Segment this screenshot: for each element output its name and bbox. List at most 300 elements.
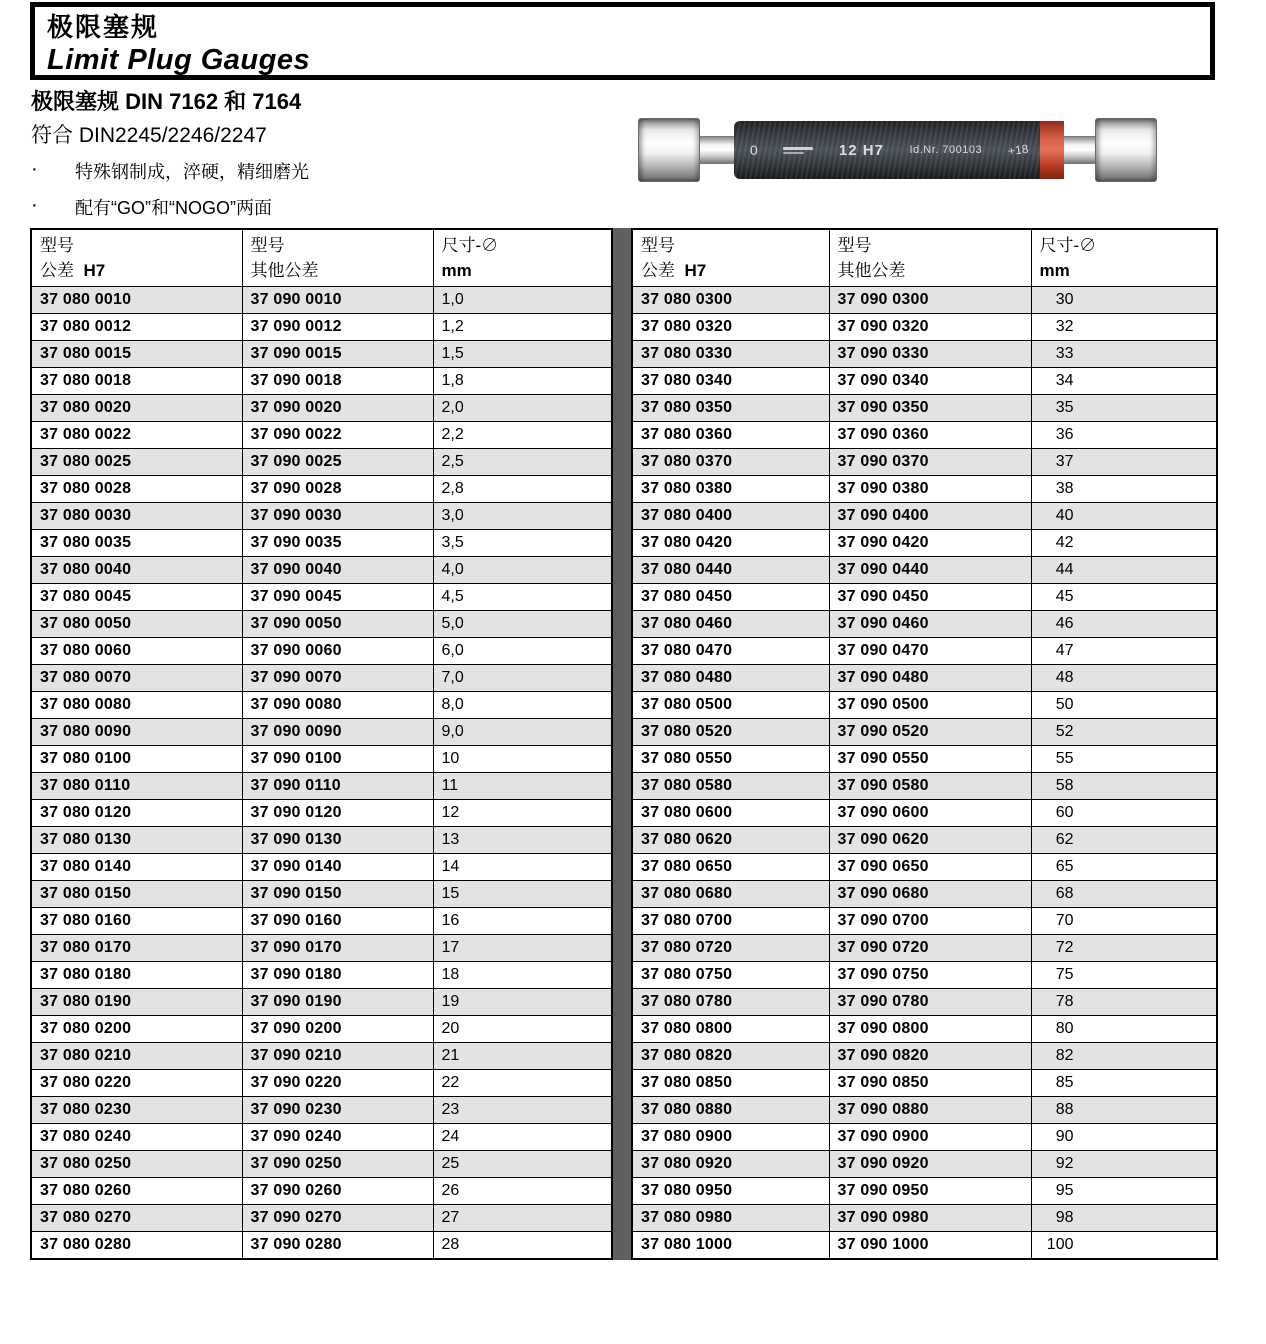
page-title-cn: 极限塞规 [47,12,160,42]
table-row [31,881,612,908]
table-row [632,638,1217,665]
table-row [632,395,1217,422]
table-header-row [632,229,1217,287]
cell-code-other: 37 090 0480 [829,665,1031,692]
cell-size: 92 [1031,1151,1217,1178]
cell-size: 26 [433,1178,612,1205]
cell-size: 22 [433,1070,612,1097]
cell-code-other: 37 090 0300 [829,287,1031,314]
cell-size: 72 [1031,935,1217,962]
cell-code-h7: 37 080 0210 [31,1043,242,1070]
table-row [632,449,1217,476]
cell-code-other: 37 090 0200 [242,1016,433,1043]
table-row [632,962,1217,989]
cell-code-h7: 37 080 0370 [632,449,829,476]
header-model-h7: 型号 公差 H7 [31,229,242,287]
cell-size: 47 [1031,638,1217,665]
cell-code-other: 37 090 0025 [242,449,433,476]
cell-code-h7: 37 080 0035 [31,530,242,557]
cell-code-h7: 37 080 0360 [632,422,829,449]
cell-size: 100 [1031,1232,1217,1259]
cell-code-other: 37 090 0090 [242,719,433,746]
cell-code-other: 37 090 0050 [242,611,433,638]
table-row [31,1016,612,1043]
table-right [631,228,1218,1260]
gauge-go-end [638,118,700,182]
cell-code-h7: 37 080 0950 [632,1178,829,1205]
cell-code-h7: 37 080 0230 [31,1097,242,1124]
cell-code-other: 37 090 0920 [829,1151,1031,1178]
table-row [31,287,612,314]
table-row [31,962,612,989]
cell-size: 80 [1031,1016,1217,1043]
cell-code-h7: 37 080 0880 [632,1097,829,1124]
cell-code-other: 37 090 0420 [829,530,1031,557]
cell-code-h7: 37 080 0580 [632,773,829,800]
cell-code-other: 37 090 0070 [242,665,433,692]
cell-size: 25 [433,1151,612,1178]
table-row [31,476,612,503]
cell-size: 58 [1031,773,1217,800]
cell-code-other: 37 090 0120 [242,800,433,827]
table-row [31,395,612,422]
cell-size: 2,5 [433,449,612,476]
cell-code-h7: 37 080 0300 [632,287,829,314]
cell-size: 14 [433,854,612,881]
cell-code-h7: 37 080 0012 [31,314,242,341]
cell-code-other: 37 090 0330 [829,341,1031,368]
cell-code-h7: 37 080 0100 [31,746,242,773]
table-row [632,935,1217,962]
table-row [632,800,1217,827]
table-row [632,1178,1217,1205]
table-row [31,854,612,881]
cell-code-other: 37 090 0015 [242,341,433,368]
cell-size: 8,0 [433,692,612,719]
cell-code-h7: 37 080 0350 [632,395,829,422]
cell-code-h7: 37 080 0700 [632,908,829,935]
table-row [31,368,612,395]
cell-size: 46 [1031,611,1217,638]
cell-code-h7: 37 080 0040 [31,557,242,584]
table-row [632,1232,1217,1259]
gauge-mark-size: 12 H7 [838,141,884,159]
cell-code-other: 37 090 0780 [829,989,1031,1016]
gauge-nogo-red-ring [1039,121,1064,179]
cell-code-h7: 37 080 0240 [31,1124,242,1151]
table-row [31,1124,612,1151]
cell-code-h7: 37 080 0420 [632,530,829,557]
cell-size: 85 [1031,1070,1217,1097]
table-row [632,287,1217,314]
cell-code-h7: 37 080 0340 [632,368,829,395]
bullet-text: 特殊钢制成，淬硬，精细磨光 [75,162,309,182]
cell-size: 32 [1031,314,1217,341]
cell-code-h7: 37 080 0750 [632,962,829,989]
cell-code-other: 37 090 0260 [242,1178,433,1205]
cell-code-other: 37 090 0020 [242,395,433,422]
cell-code-other: 37 090 0130 [242,827,433,854]
cell-code-other: 37 090 0010 [242,287,433,314]
cell-size: 20 [433,1016,612,1043]
table-row [31,557,612,584]
cell-code-other: 37 090 0220 [242,1070,433,1097]
gauge-size-tables [30,228,1218,1260]
cell-code-h7: 37 080 0460 [632,611,829,638]
cell-code-h7: 37 080 0045 [31,584,242,611]
gauge-mark-deviation: +18 [1006,141,1029,159]
table-header-row [31,229,612,287]
table-row [31,1070,612,1097]
cell-size: 24 [433,1124,612,1151]
cell-code-h7: 37 080 0018 [31,368,242,395]
table-row [632,881,1217,908]
cell-code-h7: 37 080 0160 [31,908,242,935]
cell-size: 33 [1031,341,1217,368]
table-row [632,1070,1217,1097]
cell-code-h7: 37 080 0030 [31,503,242,530]
table-row [632,1016,1217,1043]
cell-size: 1,0 [433,287,612,314]
cell-code-other: 37 090 0350 [829,395,1031,422]
bullet-text: 配有“GO”和“NOGO”两面 [75,198,272,218]
cell-size: 30 [1031,287,1217,314]
cell-size: 23 [433,1097,612,1124]
table-row [632,1151,1217,1178]
cell-size: 95 [1031,1178,1217,1205]
cell-size: 90 [1031,1124,1217,1151]
cell-code-other: 37 090 0850 [829,1070,1031,1097]
cell-code-h7: 37 080 0150 [31,881,242,908]
cell-size: 82 [1031,1043,1217,1070]
cell-code-h7: 37 080 0680 [632,881,829,908]
table-row [31,341,612,368]
cell-code-h7: 37 080 0170 [31,935,242,962]
cell-code-h7: 37 080 0520 [632,719,829,746]
cell-code-other: 37 090 0160 [242,908,433,935]
table-row [31,908,612,935]
cell-code-other: 37 090 0140 [242,854,433,881]
cell-code-other: 37 090 0045 [242,584,433,611]
gauge-left-neck [700,136,734,164]
cell-code-other: 37 090 0080 [242,692,433,719]
cell-code-other: 37 090 0620 [829,827,1031,854]
cell-code-h7: 37 080 0260 [31,1178,242,1205]
bullet-item-1 [31,158,309,184]
table-right-body [632,287,1217,1259]
cell-code-other: 37 090 0600 [829,800,1031,827]
cell-code-other: 37 090 0400 [829,503,1031,530]
cell-code-h7: 37 080 0010 [31,287,242,314]
cell-code-other: 37 090 0210 [242,1043,433,1070]
cell-code-other: 37 090 0230 [242,1097,433,1124]
cell-size: 5,0 [433,611,612,638]
cell-code-h7: 37 080 0780 [632,989,829,1016]
cell-code-other: 37 090 0170 [242,935,433,962]
cell-code-h7: 37 080 0550 [632,746,829,773]
cell-code-other: 37 090 0700 [829,908,1031,935]
cell-size: 4,5 [433,584,612,611]
table-row [632,719,1217,746]
cell-code-other: 37 090 0800 [829,1016,1031,1043]
cell-code-other: 37 090 0150 [242,881,433,908]
cell-size: 70 [1031,908,1217,935]
bullet-item-2 [31,194,272,220]
cell-size: 65 [1031,854,1217,881]
cell-code-h7: 37 080 0280 [31,1232,242,1259]
subtitle-din: 极限塞规 DIN 7162 和 7164 [31,89,302,114]
cell-code-other: 37 090 0240 [242,1124,433,1151]
cell-code-h7: 37 080 1000 [632,1232,829,1259]
cell-code-h7: 37 080 0480 [632,665,829,692]
cell-code-other: 37 090 0030 [242,503,433,530]
table-row [31,611,612,638]
cell-code-h7: 37 080 0320 [632,314,829,341]
table-row [31,665,612,692]
table-row [632,773,1217,800]
cell-size: 55 [1031,746,1217,773]
table-row [31,449,612,476]
cell-code-h7: 37 080 0080 [31,692,242,719]
table-separator-bar [613,228,631,1260]
cell-size: 78 [1031,989,1217,1016]
cell-code-other: 37 090 0060 [242,638,433,665]
cell-code-other: 37 090 0250 [242,1151,433,1178]
cell-size: 28 [433,1232,612,1259]
table-row [632,746,1217,773]
cell-code-h7: 37 080 0330 [632,341,829,368]
cell-code-other: 37 090 0820 [829,1043,1031,1070]
cell-size: 17 [433,935,612,962]
page-title-en: Limit Plug Gauges [47,44,311,76]
table-row [632,341,1217,368]
table-left [30,228,613,1260]
table-row [632,530,1217,557]
cell-size: 13 [433,827,612,854]
table-row [31,1097,612,1124]
cell-code-other: 37 090 0980 [829,1205,1031,1232]
table-row [31,800,612,827]
cell-code-h7: 37 080 0270 [31,1205,242,1232]
cell-code-other: 37 090 0340 [829,368,1031,395]
table-row [632,665,1217,692]
gauge-nogo-end [1095,118,1157,182]
cell-size: 3,0 [433,503,612,530]
cell-code-other: 37 090 0012 [242,314,433,341]
cell-code-h7: 37 080 0450 [632,584,829,611]
cell-code-h7: 37 080 0060 [31,638,242,665]
cell-size: 2,8 [433,476,612,503]
brand-mark-icon [783,143,813,158]
cell-size: 68 [1031,881,1217,908]
cell-code-other: 37 090 0880 [829,1097,1031,1124]
table-row [31,1205,612,1232]
table-row [632,692,1217,719]
cell-code-h7: 37 080 0400 [632,503,829,530]
cell-code-h7: 37 080 0650 [632,854,829,881]
cell-size: 18 [433,962,612,989]
cell-code-h7: 37 080 0920 [632,1151,829,1178]
cell-code-other: 37 090 0470 [829,638,1031,665]
cell-code-h7: 37 080 0720 [632,935,829,962]
table-row [632,827,1217,854]
cell-size: 48 [1031,665,1217,692]
gauge-handle [734,121,1040,179]
cell-size: 50 [1031,692,1217,719]
gauge-mark-zero: 0 [750,142,758,158]
cell-code-h7: 37 080 0110 [31,773,242,800]
table-row [31,1232,612,1259]
table-row [31,530,612,557]
cell-size: 6,0 [433,638,612,665]
header-model-h7: 型号 公差 H7 [632,229,829,287]
cell-code-h7: 37 080 0120 [31,800,242,827]
cell-code-h7: 37 080 0470 [632,638,829,665]
cell-size: 16 [433,908,612,935]
table-row [632,1097,1217,1124]
cell-size: 10 [433,746,612,773]
table-row [632,1124,1217,1151]
cell-code-h7: 37 080 0180 [31,962,242,989]
table-row [31,773,612,800]
cell-code-h7: 37 080 0130 [31,827,242,854]
cell-code-h7: 37 080 0020 [31,395,242,422]
table-row [632,611,1217,638]
table-row [632,584,1217,611]
cell-size: 1,8 [433,368,612,395]
table-row [31,719,612,746]
cell-code-h7: 37 080 0800 [632,1016,829,1043]
table-row [31,935,612,962]
cell-size: 40 [1031,503,1217,530]
cell-size: 42 [1031,530,1217,557]
cell-size: 15 [433,881,612,908]
cell-size: 21 [433,1043,612,1070]
cell-code-other: 37 090 0450 [829,584,1031,611]
table-row [632,422,1217,449]
table-row [632,368,1217,395]
table-row [632,314,1217,341]
cell-code-other: 37 090 0180 [242,962,433,989]
cell-size: 7,0 [433,665,612,692]
cell-size: 12 [433,800,612,827]
cell-code-other: 37 090 1000 [829,1232,1031,1259]
cell-code-h7: 37 080 0900 [632,1124,829,1151]
cell-size: 52 [1031,719,1217,746]
cell-size: 35 [1031,395,1217,422]
gauge-right-neck [1064,136,1095,164]
cell-size: 9,0 [433,719,612,746]
cell-code-other: 37 090 0110 [242,773,433,800]
header-model-other: 型号 其他公差 [242,229,433,287]
cell-size: 37 [1031,449,1217,476]
cell-code-h7: 37 080 0850 [632,1070,829,1097]
cell-code-other: 37 090 0900 [829,1124,1031,1151]
cell-code-h7: 37 080 0500 [632,692,829,719]
cell-size: 45 [1031,584,1217,611]
cell-code-other: 37 090 0440 [829,557,1031,584]
standards-line: 符合 DIN2245/2246/2247 [31,124,267,147]
table-row [632,989,1217,1016]
cell-code-h7: 37 080 0090 [31,719,242,746]
cell-code-other: 37 090 0550 [829,746,1031,773]
cell-size: 1,2 [433,314,612,341]
cell-code-other: 37 090 0520 [829,719,1031,746]
table-row [632,908,1217,935]
cell-code-h7: 37 080 0028 [31,476,242,503]
cell-code-other: 37 090 0040 [242,557,433,584]
title-box [30,2,1215,80]
table-row [31,692,612,719]
table-row [31,827,612,854]
cell-code-h7: 37 080 0440 [632,557,829,584]
cell-code-other: 37 090 0270 [242,1205,433,1232]
cell-code-h7: 37 080 0380 [632,476,829,503]
cell-code-h7: 37 080 0190 [31,989,242,1016]
header-size: 尺寸-∅ mm [1031,229,1217,287]
table-row [31,746,612,773]
cell-code-h7: 37 080 0025 [31,449,242,476]
cell-size: 11 [433,773,612,800]
cell-size: 2,0 [433,395,612,422]
table-row [632,854,1217,881]
cell-size: 27 [433,1205,612,1232]
table-row [31,1043,612,1070]
cell-code-other: 37 090 0018 [242,368,433,395]
cell-size: 75 [1031,962,1217,989]
cell-code-other: 37 090 0360 [829,422,1031,449]
table-row [31,1178,612,1205]
cell-code-h7: 37 080 0015 [31,341,242,368]
cell-code-other: 37 090 0750 [829,962,1031,989]
cell-code-h7: 37 080 0820 [632,1043,829,1070]
cell-code-other: 37 090 0680 [829,881,1031,908]
cell-size: 60 [1031,800,1217,827]
cell-size: 3,5 [433,530,612,557]
table-row [31,584,612,611]
cell-size: 4,0 [433,557,612,584]
cell-size: 44 [1031,557,1217,584]
table-row [31,989,612,1016]
table-row [632,476,1217,503]
table-row [31,638,612,665]
cell-code-h7: 37 080 0200 [31,1016,242,1043]
cell-code-h7: 37 080 0220 [31,1070,242,1097]
table-row [31,314,612,341]
cell-code-other: 37 090 0028 [242,476,433,503]
cell-size: 88 [1031,1097,1217,1124]
cell-size: 2,2 [433,422,612,449]
cell-code-other: 37 090 0380 [829,476,1031,503]
cell-size: 1,5 [433,341,612,368]
cell-size: 36 [1031,422,1217,449]
cell-code-other: 37 090 0650 [829,854,1031,881]
table-row [632,503,1217,530]
cell-code-other: 37 090 0500 [829,692,1031,719]
cell-code-h7: 37 080 0070 [31,665,242,692]
cell-code-h7: 37 080 0620 [632,827,829,854]
table-row [31,1151,612,1178]
cell-code-other: 37 090 0320 [829,314,1031,341]
cell-code-other: 37 090 0280 [242,1232,433,1259]
table-row [632,1043,1217,1070]
plug-gauge-photo [638,112,1160,188]
table-row [31,503,612,530]
cell-size: 38 [1031,476,1217,503]
table-row [31,422,612,449]
cell-code-other: 37 090 0720 [829,935,1031,962]
bullet-dot: · [31,158,38,180]
